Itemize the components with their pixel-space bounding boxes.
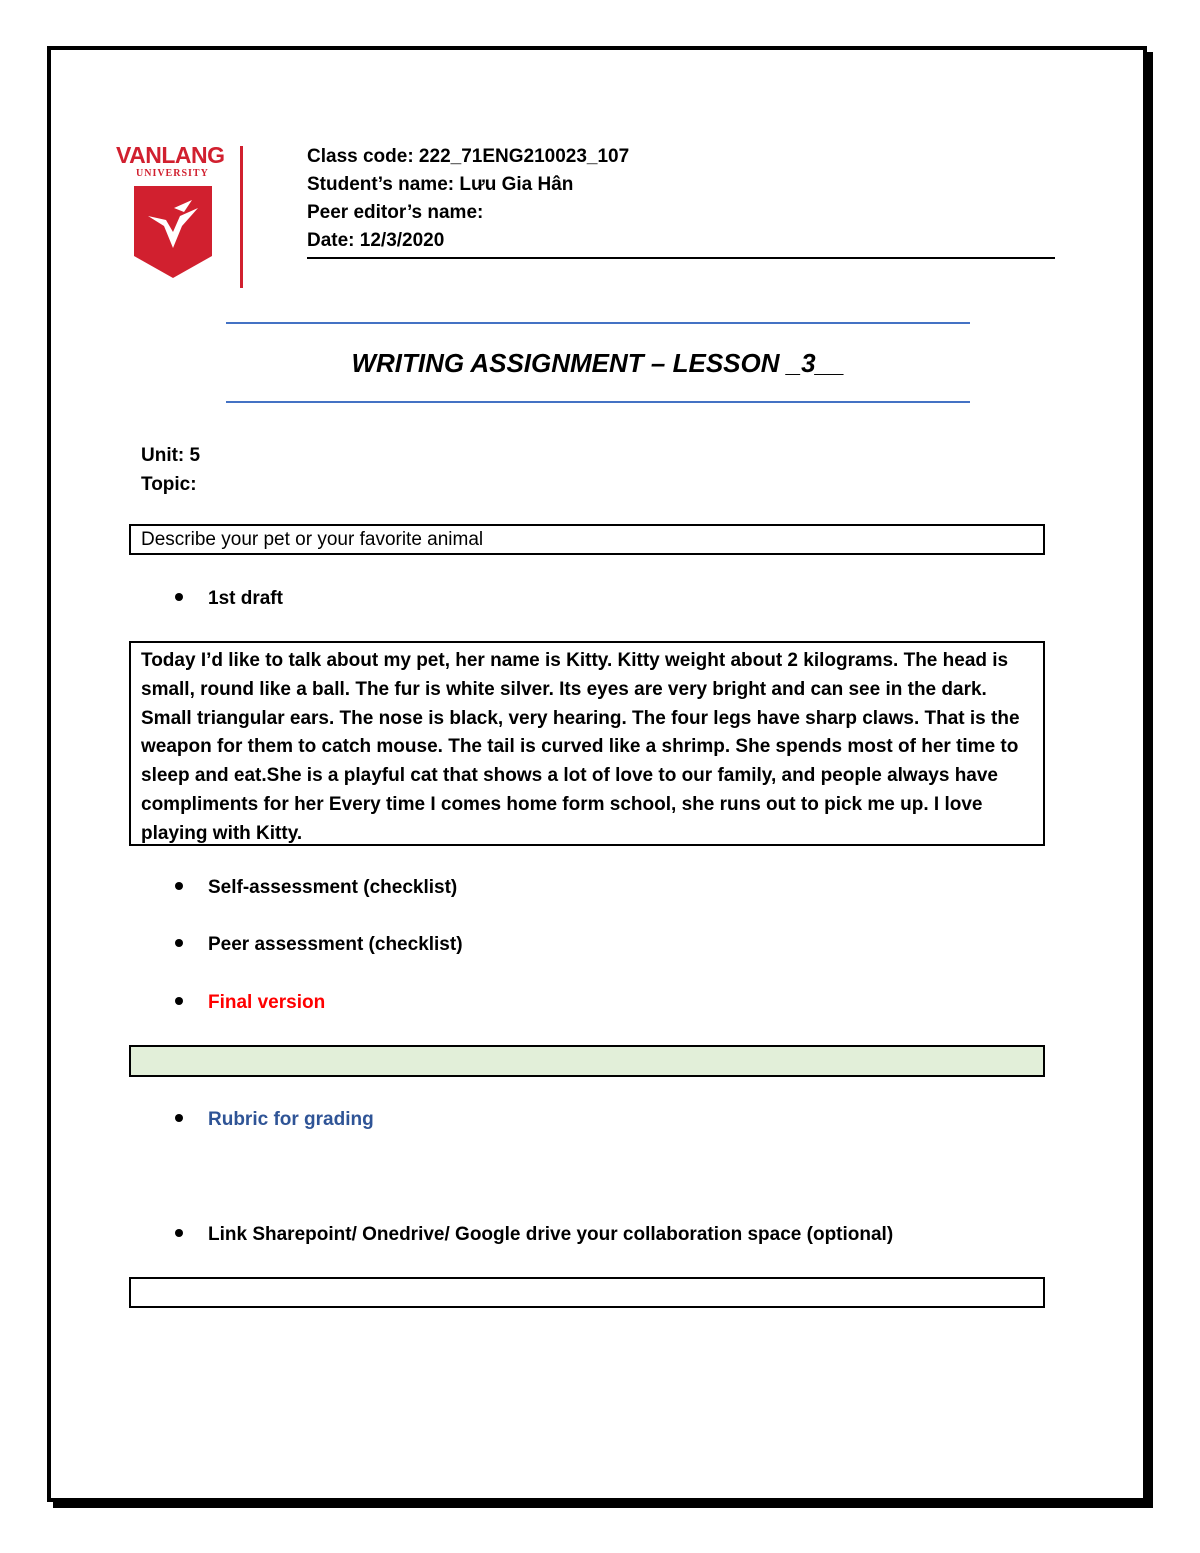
university-shield-icon xyxy=(134,186,212,278)
bullet-dot-icon xyxy=(175,1229,183,1237)
university-logo-wordmark: VANLANG xyxy=(116,142,225,168)
class-code: Class code: 222_71ENG210023_107 xyxy=(307,146,630,167)
final-version-box xyxy=(129,1045,1045,1077)
bullet-first-draft xyxy=(175,587,283,611)
header-rule xyxy=(307,257,1055,259)
date: Date: 12/3/2020 xyxy=(307,230,445,251)
bullet-label: Self-assessment (checklist) xyxy=(208,877,458,898)
topic-label: Topic: xyxy=(141,474,197,495)
title-bottom-rule xyxy=(226,401,970,403)
first-draft-box: Today I’d like to talk about my pet, her name is Kitty. Kitty weight about 2 kilograms. The head is small, round like a ball. The fur is white silver. Its eyes are very bright and can see in the dark. Small triangular ears. The nose is black, very hearing. The four legs have sharp claws. That is the weapon for them to catch mouse. The tail is curved like a shrimp. She spends most of her time to sleep and eat.She is a playful cat that shows a lot of love to our family, and people always have compliments for her Every time I comes home form school, she runs out to pick me up. I love playing with Kitty. xyxy=(129,641,1045,846)
bullet-dot-icon xyxy=(175,593,183,601)
university-logo-subtitle: UNIVERSITY xyxy=(136,168,209,179)
bullet-label: Peer assessment (checklist) xyxy=(208,934,463,955)
bullet-final-version xyxy=(175,991,325,1015)
bullet-dot-icon xyxy=(175,939,183,947)
bullet-peer-assessment xyxy=(175,933,463,957)
student-name: Student’s name: Lưu Gia Hân xyxy=(307,174,574,195)
page-title: WRITING ASSIGNMENT – LESSON _3__ xyxy=(351,348,845,378)
bullet-self-assessment xyxy=(175,876,457,900)
rubric-link[interactable]: Rubric for grading xyxy=(208,1109,374,1130)
bullet-link xyxy=(175,1223,893,1247)
header-info xyxy=(307,143,629,255)
bullet-label: Link Sharepoint/ Onedrive/ Google drive your collaboration space (optional) xyxy=(208,1224,894,1245)
bullet-dot-icon xyxy=(175,997,183,1005)
unit-topic xyxy=(141,441,200,499)
bullet-label: Final version xyxy=(208,992,326,1013)
topic-box: Describe your pet or your favorite animal xyxy=(129,524,1045,555)
title-top-rule xyxy=(226,322,970,324)
unit-label: Unit: 5 xyxy=(141,445,201,466)
link-box xyxy=(129,1277,1045,1308)
logo-divider xyxy=(240,146,243,288)
peer-editor-name: Peer editor’s name: xyxy=(307,202,484,223)
bullet-dot-icon xyxy=(175,1114,183,1122)
bullet-rubric[interactable] xyxy=(175,1108,374,1132)
bullet-dot-icon xyxy=(175,882,183,890)
bullet-label: 1st draft xyxy=(208,588,283,609)
